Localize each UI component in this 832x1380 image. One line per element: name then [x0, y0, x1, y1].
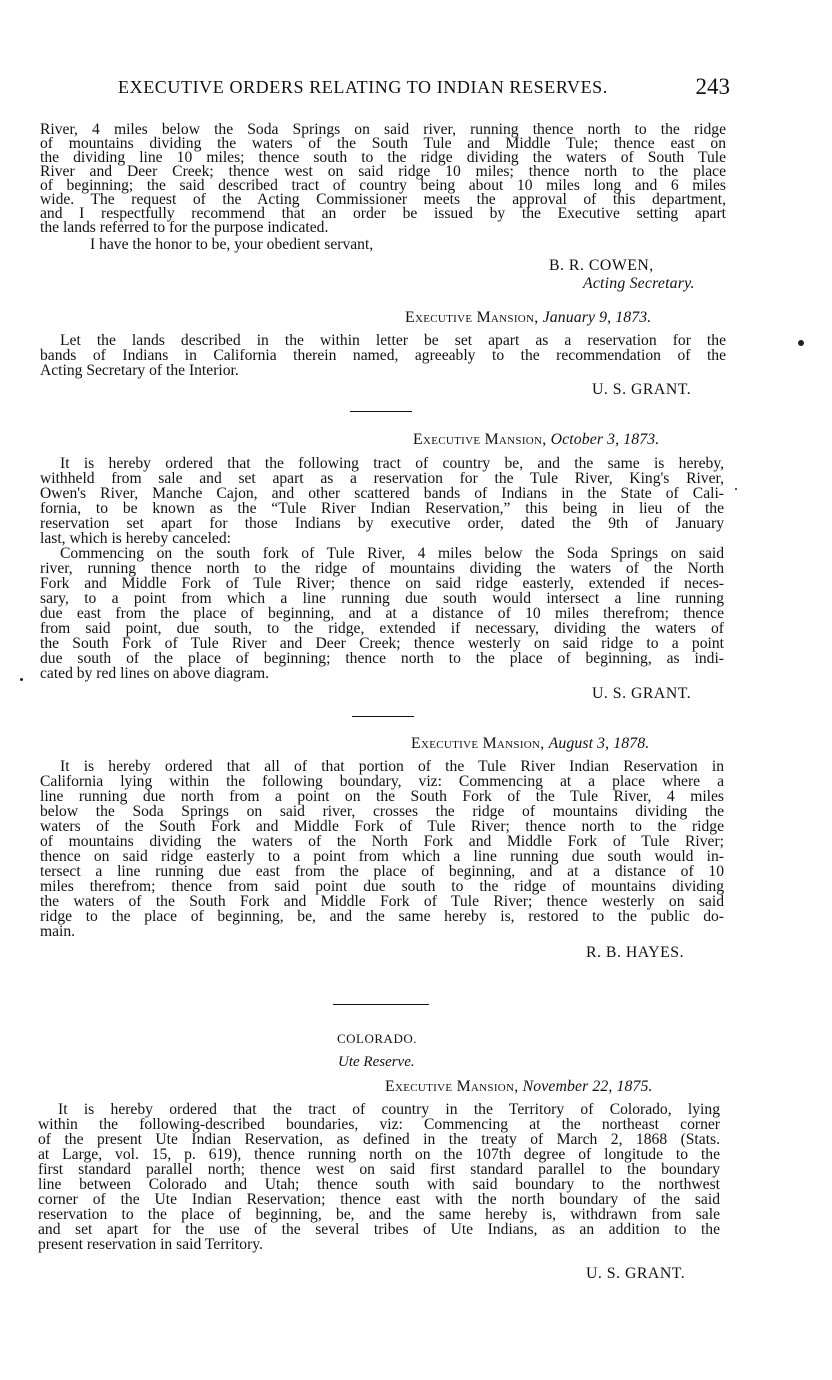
- order-line: main.: [40, 923, 76, 940]
- order-line: first standard parallel north; thence west on said first standard parallel to the boundary: [38, 1161, 720, 1178]
- ink-speck: [798, 340, 804, 346]
- order-line: of the present Ute Indian Reservation, as defined in the treaty of March 2, 1868 (Stats.: [38, 1131, 720, 1148]
- order-line: due south of the place of beginning; thence north to the place of beginning, as indi-: [40, 650, 724, 667]
- order-line: the waters of the South Fork and Middle Fork of Tule River; thence westerly on said: [40, 893, 724, 910]
- order-line: It is hereby ordered that the following tract of country be, and the same is hereby,: [60, 455, 724, 472]
- dateline-date: August 3, 1878.: [548, 735, 650, 752]
- letter-line: River and Deer Creek; thence west on said ridge 10 miles; thence north to the place: [40, 163, 726, 180]
- order-line: sary, to a point from which a line running due south would intersect a line running: [40, 590, 724, 607]
- letter-line: of mountains dividing the waters of the South Tule and Middle Tule; thence east on: [40, 135, 726, 152]
- dateline-date: January 9, 1873.: [542, 309, 652, 326]
- order-line: below the Soda Springs on said river, crosses the ridge of mountains dividing the: [40, 803, 724, 820]
- signature: U. S. GRANT.: [592, 685, 692, 702]
- section-title: COLORADO.: [337, 1031, 417, 1046]
- order-line: California lying within the following boundary, viz: Commencing at a place where a: [40, 773, 724, 790]
- order-line: of mountains dividing the waters of the North Fork and Middle Fork of Tule River;: [40, 833, 724, 850]
- order-line: It is hereby ordered that all of that portion of the Tule River Indian Reservation in: [60, 758, 724, 775]
- ink-speck: [20, 678, 23, 681]
- order-line: Commencing on the south fork of Tule River, 4 miles below the Soda Springs on said: [60, 545, 724, 562]
- order-line: present reservation in said Territory.: [38, 1236, 263, 1253]
- order-line: reservation to the place of beginning, be, and the same hereby is, withdrawn from sale: [38, 1206, 720, 1223]
- order-line: within the following-described boundaries, viz: Commencing at the northeast corner: [38, 1116, 720, 1133]
- letter-line: of beginning; the said described tract of country being about 10 miles long and 6 miles: [40, 177, 726, 194]
- dateline: [405, 309, 651, 327]
- signature: U. S. GRANT.: [586, 1265, 686, 1282]
- order-line: due east from the place of beginning, and at a distance of 10 miles therefrom; thence: [40, 605, 724, 622]
- letter-line: River, 4 miles below the Soda Springs on said river, running thence north to the ridge: [40, 121, 726, 138]
- letter-line: wide. The request of the Acting Commissioner meets the approval of this department,: [40, 191, 726, 208]
- letter-line: and I respectfully recommend that an order be issued by the Executive setting apart: [40, 205, 726, 222]
- dateline: [385, 1078, 653, 1096]
- order-line: waters of the South Fork and Middle Fork of Tule River; thence north to the ridge: [40, 818, 724, 835]
- letter-signer-title: Acting Secretary.: [583, 275, 695, 292]
- order-line: Fork and Middle Fork of Tule River; thence on said ridge easterly, extended if neces-: [40, 575, 724, 592]
- page-number: 243: [695, 74, 730, 99]
- letter-signer: B. R. COWEN,: [549, 257, 654, 274]
- section-divider: [333, 1004, 429, 1005]
- section-subtitle: Ute Reserve.: [338, 1054, 415, 1070]
- order-line: river, running thence north to the ridge of mountains dividing the waters of the North: [40, 560, 724, 577]
- dateline-label: Executive Mansion,: [413, 431, 547, 448]
- dateline-label: Executive Mansion,: [411, 735, 545, 752]
- order-line: and set apart for the use of the several tribes of Ute Indians, as an addition to the: [38, 1221, 720, 1238]
- dateline-date: November 22, 1875.: [522, 1078, 653, 1095]
- order-line: last, which is hereby canceled:: [40, 530, 231, 547]
- order-line: line running due north from a point on the South Fork of the Tule River, 4 miles: [40, 788, 724, 805]
- letter-closing: I have the honor to be, your obedient servant,: [90, 236, 374, 253]
- dateline-date: October 3, 1873.: [550, 431, 660, 448]
- dateline-label: Executive Mansion,: [385, 1078, 519, 1095]
- order-line: Acting Secretary of the Interior.: [40, 362, 239, 379]
- dateline-label: Executive Mansion,: [405, 309, 539, 326]
- order-line: bands of Indians in California therein named, agreeably to the recommendation of the: [40, 347, 726, 364]
- order-line: Owen's River, Manche Cajon, and other scattered bands of Indians in the State of Cali-: [40, 485, 724, 502]
- order-line: miles therefrom; thence from said point due south to the ridge of mountains dividing: [40, 878, 724, 895]
- order-line: fornia, to be known as the “Tule River Indian Reservation,” this being in lieu of the: [40, 500, 724, 517]
- section-divider: [352, 716, 414, 717]
- order-line: line between Colorado and Utah; thence south with said boundary to the northwest: [38, 1176, 720, 1193]
- dateline: [413, 431, 659, 449]
- ink-speck: [735, 488, 737, 490]
- running-head: EXECUTIVE ORDERS RELATING TO INDIAN RESERVES.: [118, 77, 608, 97]
- order-line: reservation set apart for those Indians by executive order, dated the 9th of January: [40, 515, 724, 532]
- order-line: cated by red lines on above diagram.: [40, 665, 270, 682]
- letter-line: the dividing line 10 miles; thence south to the ridge dividing the waters of South Tule: [40, 149, 726, 166]
- order-line: thence on said ridge easterly to a point from which a line running due south would in-: [40, 848, 724, 865]
- order-line: tersect a line running due east from the place of beginning, and at a distance of 10: [40, 863, 724, 880]
- order-line: from said point, due south, to the ridge, extended if necessary, dividing the waters of: [40, 620, 724, 637]
- order-line: corner of the Ute Indian Reservation; thence east with the north boundary of the said: [38, 1191, 720, 1208]
- letter-line: the lands referred to for the purpose indicated.: [40, 219, 329, 236]
- order-line: It is hereby ordered that the tract of country in the Territory of Colorado, lying: [58, 1101, 720, 1118]
- signature: U. S. GRANT.: [592, 381, 692, 398]
- page-header: [118, 74, 730, 104]
- signature: R. B. HAYES.: [586, 944, 685, 961]
- order-line: the South Fork of Tule River and Deer Creek; thence westerly on said ridge to a point: [40, 635, 724, 652]
- order-line: ridge to the place of beginning, be, and the same hereby is, restored to the public do-: [40, 908, 724, 925]
- order-line: at Large, vol. 15, p. 619), thence running north on the 107th degree of longitude to the: [38, 1146, 720, 1163]
- order-line: Let the lands described in the within letter be set apart as a reservation for the: [60, 332, 726, 349]
- dateline: [411, 735, 649, 753]
- section-divider: [350, 411, 412, 412]
- order-line: withheld from sale and set apart as a reservation for the Tule River, King's River,: [40, 470, 724, 487]
